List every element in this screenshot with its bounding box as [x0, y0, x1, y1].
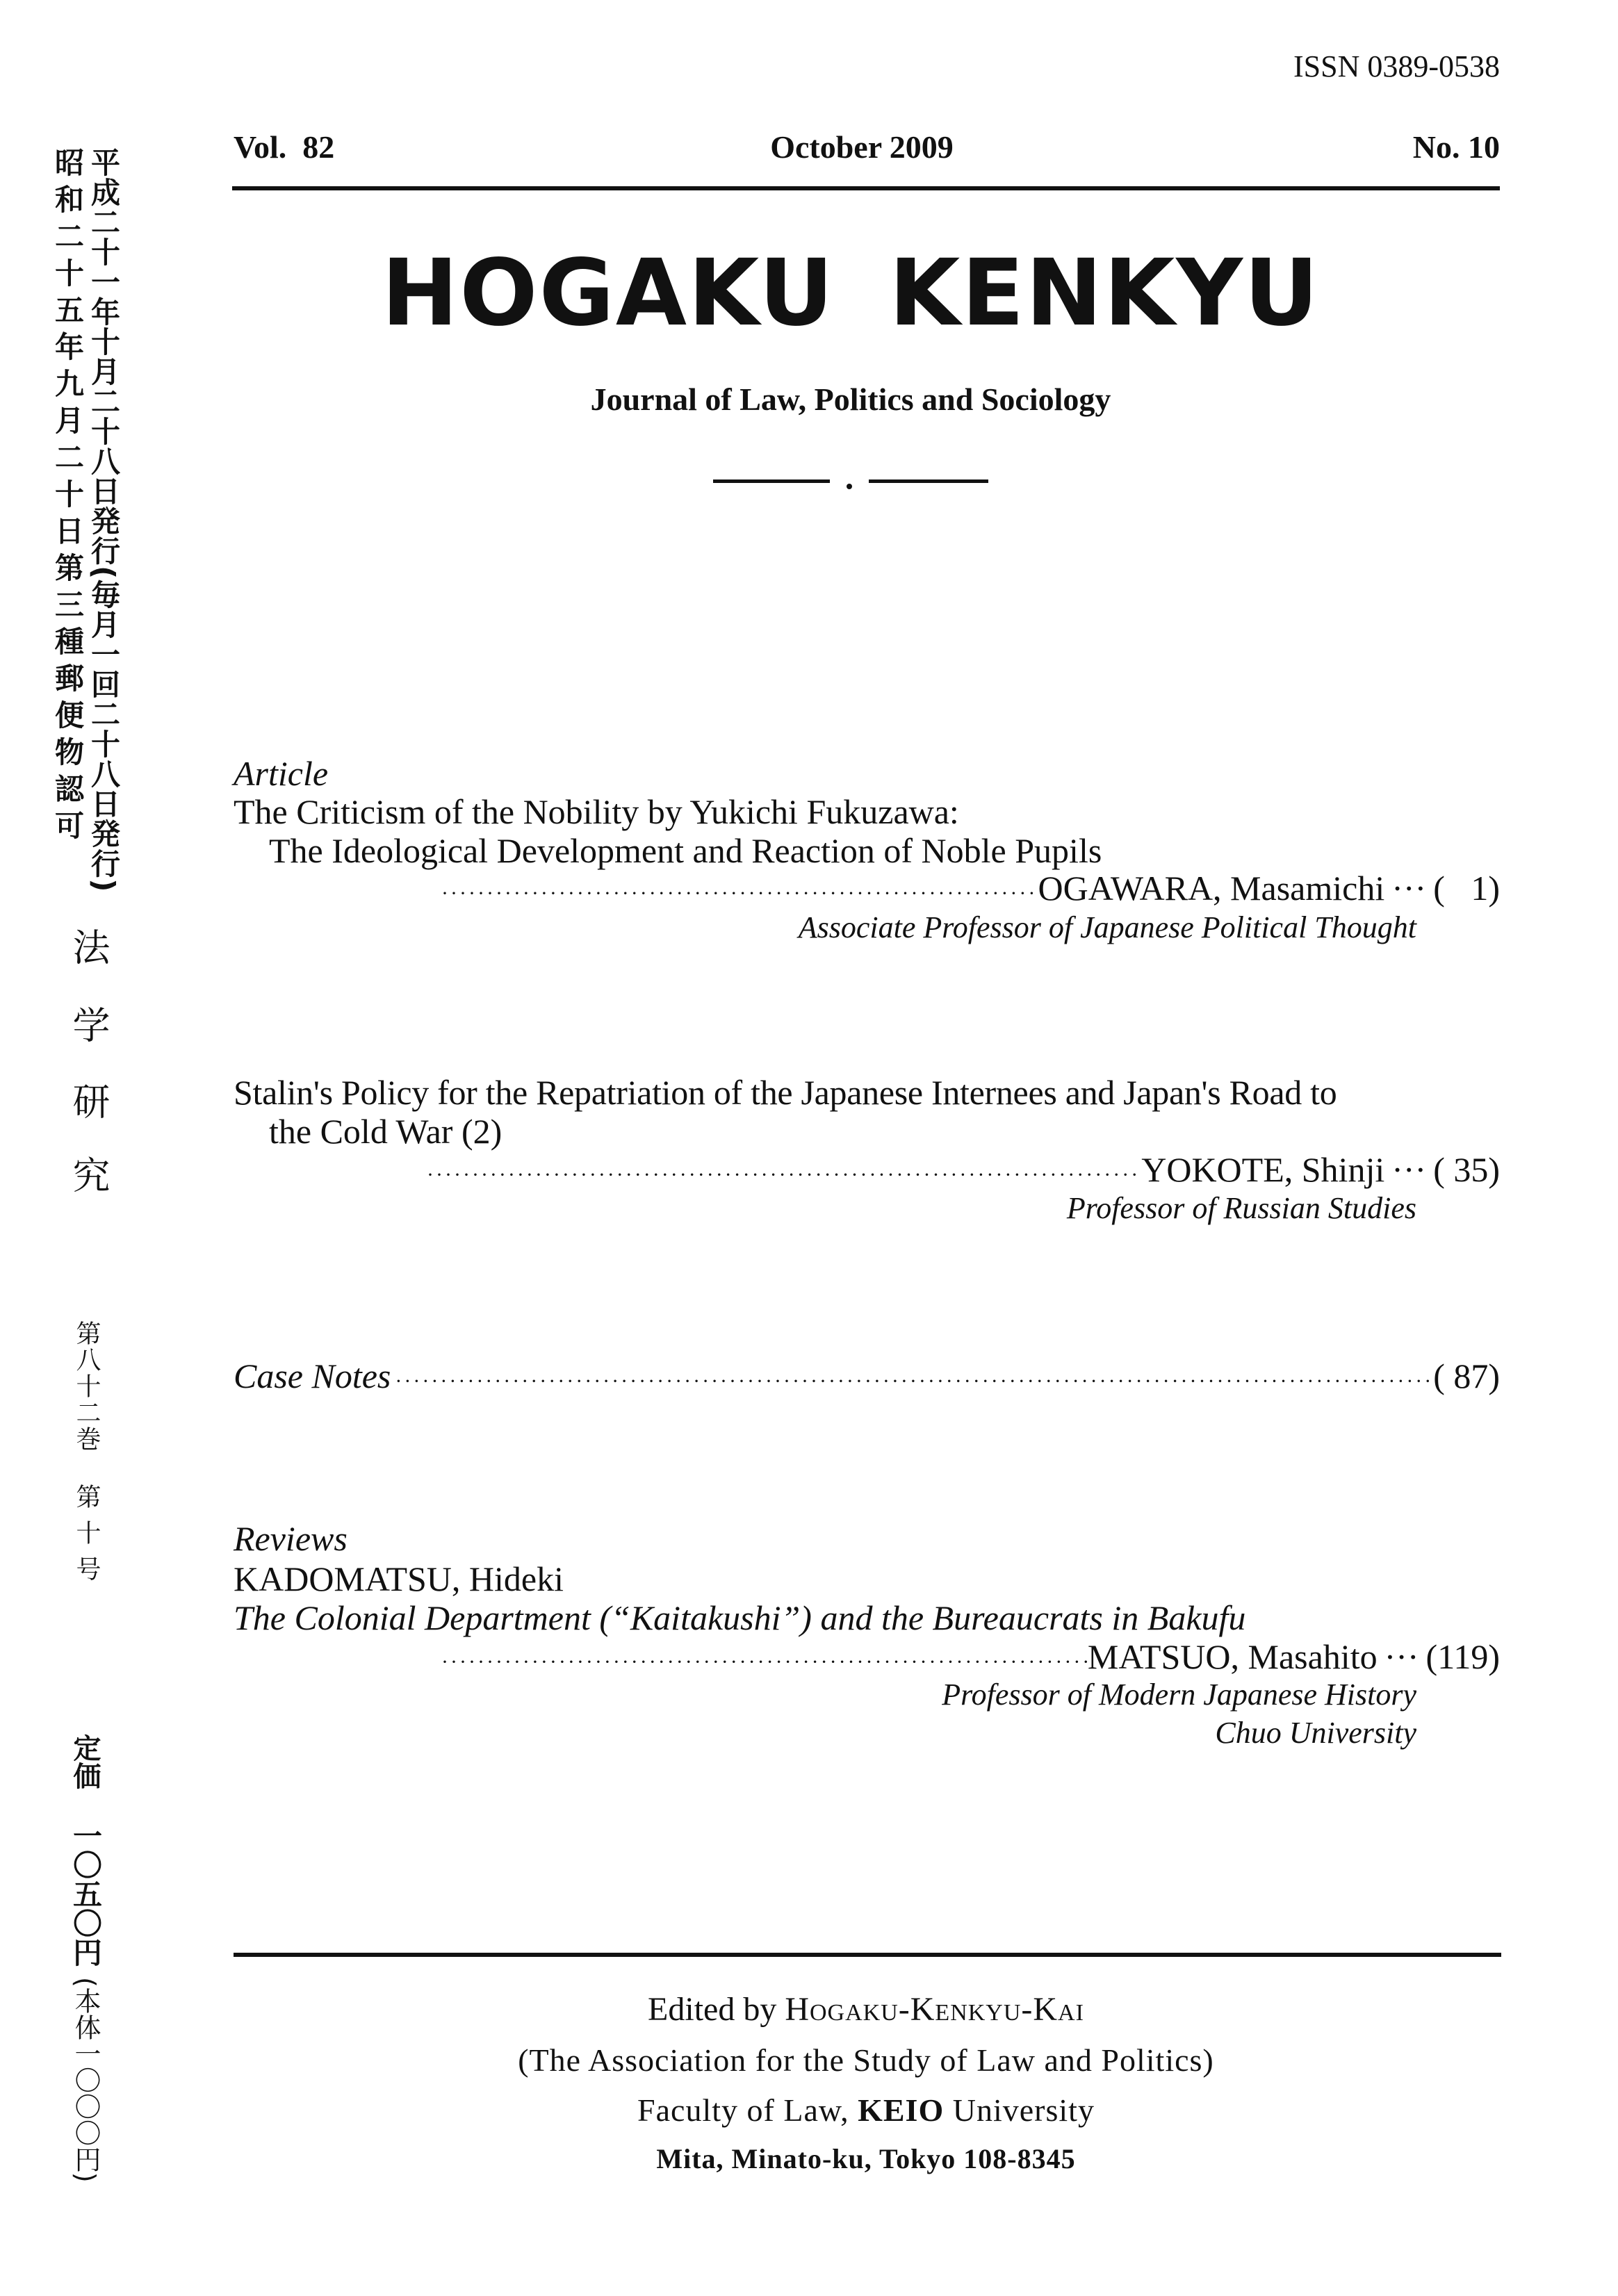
author: MATSUO, Masahito — [1087, 1637, 1378, 1676]
author-affiliation: Associate Professor of Japanese Political Thought — [798, 910, 1416, 944]
reviewer-university: Chuo University — [1215, 1716, 1416, 1750]
spine-price: 一〇五〇円 — [69, 1821, 103, 1967]
page-number: ( 87) — [1433, 1356, 1500, 1395]
section-heading-article: Article — [234, 754, 329, 793]
section-heading-case-notes: Case Notes — [234, 1356, 391, 1395]
spine-char: 学 — [67, 1006, 111, 1043]
reviewed-book-title: The Colonial Department (“Kaitakushi”) and the Bureaucrats in Bakufu — [234, 1598, 1246, 1637]
spine-price-label: 定価 — [69, 1734, 101, 1789]
toc-entry-yokote — [427, 1150, 1500, 1195]
dot-leader — [441, 874, 1038, 913]
university-suffix: University — [952, 2092, 1095, 2128]
spine-char: 究 — [67, 1156, 111, 1193]
faculty-prefix: Faculty of Law, — [637, 2092, 849, 2128]
ornament-right — [869, 479, 988, 483]
author-affiliation: Professor of Russian Studies — [1066, 1191, 1416, 1225]
article-title-line: the Cold War (2) — [269, 1112, 502, 1151]
edited-prefix: Edited by — [648, 1991, 777, 2028]
volume: Vol. 82 — [234, 129, 335, 165]
editor-name: Hogaku-Kenkyu-Kai — [785, 1991, 1084, 2028]
university-name: KEIO — [858, 2092, 945, 2128]
section-heading-reviews: Reviews — [234, 1519, 348, 1558]
issn: ISSN 0389-0538 — [1293, 49, 1500, 83]
toc-entry-matsuo — [441, 1637, 1500, 1682]
ellipsis: ··· — [1391, 869, 1427, 908]
spine-price-base: (本体一〇〇〇円) — [70, 1977, 101, 2183]
dot-leader — [395, 1362, 1433, 1401]
ellipsis: ··· — [1384, 1637, 1419, 1676]
issue-date: October 2009 — [770, 129, 954, 165]
postal-notice-permit: 昭和二十五年九月二十日第三種郵便物認可 — [51, 147, 85, 847]
page-number: ( 35) — [1433, 1150, 1500, 1189]
association: (The Association for the Study of Law and Politics) — [518, 2042, 1214, 2078]
article-title-line: The Criticism of the Nobility by Yukichi Fukuzawa: — [234, 792, 959, 831]
issue-number: No. 10 — [1412, 129, 1500, 165]
ornament-dot — [847, 484, 852, 489]
address: Mita, Minato-ku, Tokyo 108-8345 — [656, 2143, 1076, 2174]
reviewer-affiliation: Professor of Modern Japanese History — [942, 1678, 1416, 1712]
author: OGAWARA, Masamichi — [1038, 869, 1385, 908]
ornament-left — [713, 479, 830, 483]
ellipsis: ··· — [1391, 1150, 1427, 1189]
page-number: ( 1) — [1433, 869, 1500, 908]
author: YOKOTE, Shinji — [1141, 1150, 1385, 1189]
spine-char: 法 — [67, 928, 111, 965]
spine-char: 研 — [67, 1082, 111, 1120]
article-title-line: Stalin's Policy for the Repatriation of the Japanese Internees and Japan's Road to — [234, 1073, 1337, 1112]
reviewed-author: KADOMATSU, Hideki — [234, 1559, 564, 1598]
journal-subtitle: Journal of Law, Politics and Sociology — [590, 382, 1111, 417]
journal-title: HOGAKU KENKYU — [381, 240, 1321, 347]
article-title-line: The Ideological Development and Reaction of Noble Pupils — [269, 831, 1102, 870]
page-number: (119) — [1425, 1637, 1500, 1676]
toc-entry-ogawara — [441, 869, 1500, 913]
dot-leader — [427, 1156, 1141, 1195]
faculty — [232, 2092, 1500, 2129]
header-rule — [232, 186, 1500, 190]
postal-notice-issue: 平成二十一年十月二十八日発行(毎月一回二十八日発行) — [87, 147, 121, 893]
footer-rule — [234, 1953, 1501, 1957]
edited-by — [232, 1990, 1500, 2028]
spine-volume: 第八十二巻 — [72, 1320, 101, 1452]
toc-entry-case-notes — [234, 1356, 1500, 1401]
spine-issue: 第十号 — [72, 1484, 101, 1592]
dot-leader — [441, 1643, 1088, 1682]
